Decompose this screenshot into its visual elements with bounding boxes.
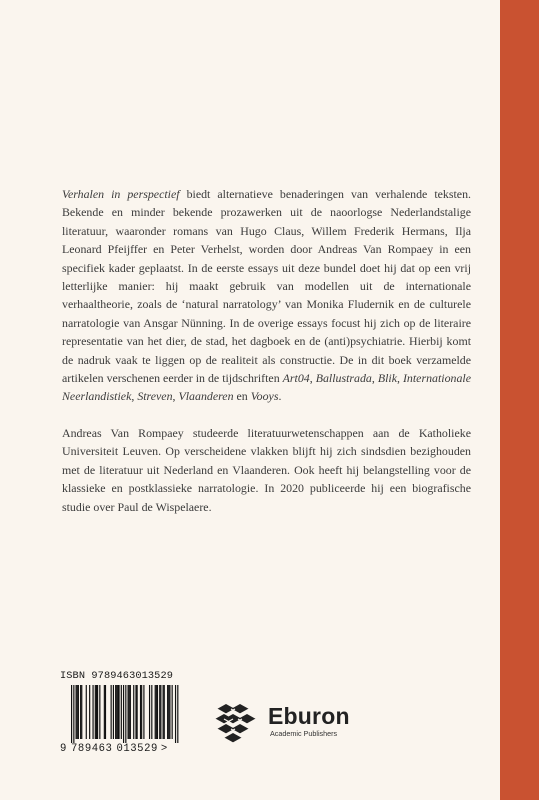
barcode-bar xyxy=(78,685,79,739)
barcode-guard-bar xyxy=(125,685,126,743)
barcode-guard-bar xyxy=(175,685,176,743)
barcode-digit-group-left: 789463 xyxy=(71,743,113,755)
barcode-bar xyxy=(164,685,165,739)
barcode-bar xyxy=(96,685,97,739)
spine-color-band xyxy=(500,0,539,800)
barcode-bar xyxy=(81,685,82,739)
barcode-bar xyxy=(151,685,152,739)
barcode-first-digit: 9 xyxy=(60,743,67,755)
book-title-italic: Verhalen in perspectief xyxy=(62,187,180,201)
publisher-subtitle: Academic Publishers xyxy=(270,729,338,738)
barcode-bar xyxy=(156,685,157,739)
barcode-bar xyxy=(167,685,168,739)
publisher-name: Eburon xyxy=(268,703,350,729)
journal-name: Ballustrada xyxy=(315,371,372,386)
barcode-bar xyxy=(121,685,122,739)
barcode-bar xyxy=(115,685,116,739)
back-cover-blurb xyxy=(62,185,471,516)
barcode-bar xyxy=(163,685,164,739)
barcode-bar xyxy=(111,685,112,739)
barcode-bar xyxy=(130,685,131,739)
barcode-guard-bar xyxy=(73,685,74,743)
journal-name: Vlaanderen xyxy=(178,389,234,404)
journal-name: Internationale Neerlandistiek xyxy=(62,371,471,404)
barcode-bar xyxy=(86,685,87,739)
barcode-bar xyxy=(129,685,130,739)
barcode-bar xyxy=(99,685,100,739)
stacked-cubes-icon xyxy=(213,702,265,746)
barcode xyxy=(60,683,189,756)
barcode-bar xyxy=(135,685,136,739)
barcode-bar xyxy=(92,685,93,739)
barcode-bar xyxy=(113,685,114,739)
barcode-bar xyxy=(141,685,142,739)
barcode-bar xyxy=(168,685,169,739)
barcode-bar xyxy=(80,685,81,739)
barcode-bar xyxy=(118,685,119,739)
barcode-bar xyxy=(89,685,90,739)
barcode-bar xyxy=(143,685,144,739)
barcode-bar xyxy=(104,685,105,739)
blurb-paragraph-summary: Verhalen in perspectief biedt alternatieve benaderingen van verhalende teksten. Bekende en minder bekende prozawerken uit de naoorlogse Nederlandstalige literatuur, waaronder romans van Hugo Claus, Willem Frederik Hermans, Ilja Leonard Pfeijffer en Peter Verhelst, worden door Andreas Van Rompaey in een specifiek kader geplaatst. In de eerste essays uit deze bundel doet hij dat op een vrij letterlijke manier: hij maakt gebruik van modellen uit de internationale verhaaltheorie, zoals de ‘natural narratology’ van Monika Fludernik en de culturele narratologie van Ansgar Nünning. In de overige essays focust hij zich op de literaire representatie van het dier, de stad, het dagboek en de (anti)psychiatrie. Hierbij komt de nadruk vaak te liggen op de realiteit als constructie. De in dit boek verzamelde artikelen verschenen eerder in de tijdschriften Art04, Ballustrada, Blik, Internationale Neerlandistiek, Streven, Vlaanderen en Vooys. xyxy=(62,187,471,404)
barcode-guard-bar xyxy=(177,685,178,743)
barcode-bar xyxy=(169,685,170,739)
blurb-paragraph-author-bio: Andreas Van Rompaey studeerde literatuurwetenschappen aan de Katholieke Universiteit Leuven. Op verscheidene vlakken blijft hij zich sindsdien bezighouden met de literatuur uit Nederland en Vlaanderen. Ook heeft hij belangstelling voor de klassieke en postklassieke narratologie. In 2020 publiceerde hij een biografische studie over Paul de Wispelaere. xyxy=(62,425,471,514)
barcode-bar xyxy=(160,685,161,739)
journal-name: Streven xyxy=(137,389,173,404)
barcode-bar xyxy=(116,685,117,739)
barcode-bar xyxy=(149,685,150,739)
barcode-bar xyxy=(77,685,78,739)
journal-name: Vooys xyxy=(250,389,279,404)
barcode-bar xyxy=(157,685,158,739)
barcode-bar xyxy=(128,685,129,739)
barcode-bar xyxy=(97,685,98,739)
barcode-guard-bar xyxy=(71,685,72,743)
barcode-bar xyxy=(117,685,118,739)
isbn-barcode-block xyxy=(60,669,189,756)
publisher-logo-block xyxy=(213,702,373,744)
journal-name: Blik xyxy=(377,371,397,386)
journal-name: Art04 xyxy=(282,371,310,386)
barcode-quiet-zone-mark: > xyxy=(160,743,168,755)
barcode-digits xyxy=(60,742,189,756)
barcode-bar xyxy=(172,685,173,739)
barcode-bars xyxy=(60,685,189,743)
barcode-bar xyxy=(140,685,141,739)
barcode-bar xyxy=(76,685,77,739)
barcode-guard-bar xyxy=(123,685,124,743)
isbn-label: ISBN 9789463013529 xyxy=(60,670,174,682)
barcode-bar xyxy=(105,685,106,739)
barcode-bar xyxy=(95,685,96,739)
barcode-bar xyxy=(137,685,138,739)
barcode-bar xyxy=(159,685,160,739)
barcode-bar xyxy=(155,685,156,739)
barcode-bar xyxy=(133,685,134,739)
barcode-digit-group-right: 013529 xyxy=(116,743,158,755)
